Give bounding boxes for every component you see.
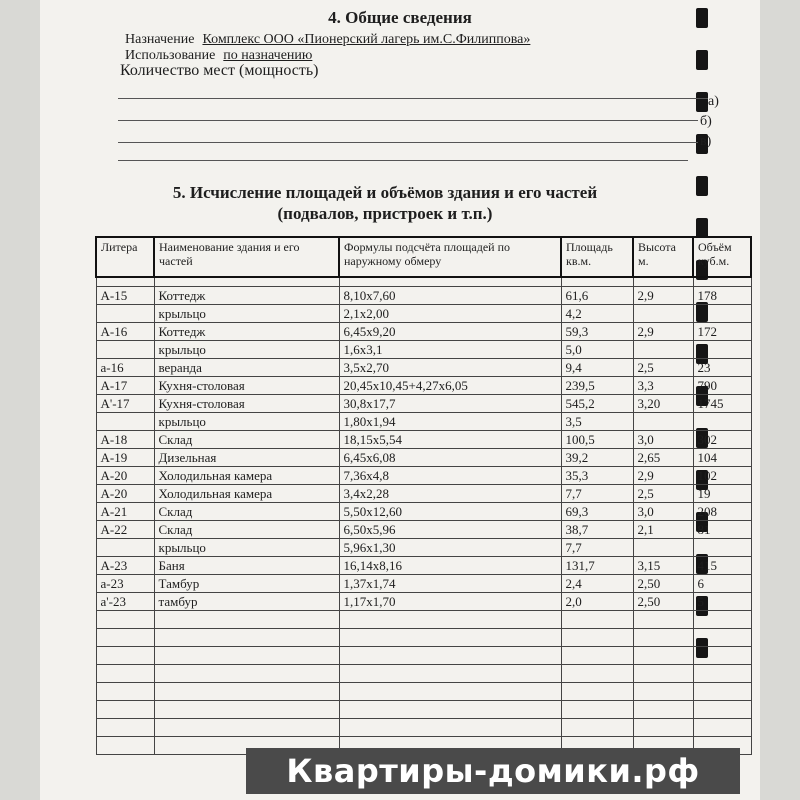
table-cell [96,629,154,647]
cell-litera: А'-17 [96,395,154,413]
table-row [96,431,751,449]
header-height: Высота м. [633,237,693,277]
table-cell [96,277,154,287]
cell-height [633,539,693,557]
table-row [96,539,751,557]
cell-formula: 7,36х4,8 [339,467,561,485]
purpose-value: Комплекс ООО «Пионерский лагерь им.С.Филиппова» [202,32,531,47]
cell-area: 3,5 [561,413,633,431]
cell-litera: а-16 [96,359,154,377]
cell-area: 7,7 [561,485,633,503]
cell-area: 4,2 [561,305,633,323]
table-cell [693,719,751,737]
cell-area: 9,4 [561,359,633,377]
cell-name: Склад [154,503,339,521]
cell-height: 2,5 [633,359,693,377]
cell-litera: А-23 [96,557,154,575]
cell-height: 3,15 [633,557,693,575]
table-body [96,277,751,755]
cell-formula: 3,4х2,28 [339,485,561,503]
table-cell [561,701,633,719]
table-cell [339,277,561,287]
cell-volume [693,341,751,359]
cell-formula: 1,17х1,70 [339,593,561,611]
table-cell [633,611,693,629]
table-cell [154,665,339,683]
table-cell [96,647,154,665]
cell-formula: 8,10х7,60 [339,287,561,305]
cell-area: 7,7 [561,539,633,557]
table-cell [693,629,751,647]
table-empty-row [96,701,751,719]
cell-area: 61,6 [561,287,633,305]
cell-area: 69,3 [561,503,633,521]
cell-litera [96,305,154,323]
table-cell [633,647,693,665]
table-row [96,557,751,575]
cell-volume [693,539,751,557]
cell-area: 2,0 [561,593,633,611]
table-cell [561,277,633,287]
cell-litera: а'-23 [96,593,154,611]
table-cell [339,683,561,701]
cell-height [633,413,693,431]
cell-name: Коттедж [154,323,339,341]
blank-line-a [118,98,708,99]
cell-name: веранда [154,359,339,377]
table-empty-row [96,647,751,665]
cell-area: 35,3 [561,467,633,485]
table-cell [561,719,633,737]
cell-formula: 20,45х10,45+4,27х6,05 [339,377,561,395]
cell-area: 39,2 [561,449,633,467]
cell-litera [96,539,154,557]
cell-name: Склад [154,521,339,539]
cell-name: крыльцо [154,539,339,557]
table-empty-row [96,683,751,701]
cell-name: крыльцо [154,341,339,359]
cell-height: 2,5 [633,485,693,503]
table-cell [96,737,154,755]
cell-name: Холодильная камера [154,467,339,485]
cell-volume: 19 [693,485,751,503]
blank-line-b-label: б) [700,114,712,129]
table-cell [561,665,633,683]
cell-formula: 18,15х5,54 [339,431,561,449]
section5-title [40,182,730,224]
header-area: Площадь кв.м. [561,237,633,277]
cell-formula: 30,8х17,7 [339,395,561,413]
binding-hole [696,50,708,70]
cell-area: 5,0 [561,341,633,359]
table-cell [96,611,154,629]
cell-volume: 1745 [693,395,751,413]
cell-volume: 178 [693,287,751,305]
table-cell [339,719,561,737]
table-row [96,323,751,341]
table-row [96,485,751,503]
cell-litera: А-22 [96,521,154,539]
cell-formula: 6,45х9,20 [339,323,561,341]
cell-volume: 6 [693,575,751,593]
table-cell [693,683,751,701]
cell-volume: 415 [693,557,751,575]
cell-name: Кухня-столовая [154,377,339,395]
table-cell [633,665,693,683]
usage-label: Использование [125,48,216,63]
table-cell [633,629,693,647]
table-row [96,593,751,611]
cell-formula: 1,80х1,94 [339,413,561,431]
section5-title-line2: (подвалов, пристроек и т.п.) [277,204,493,223]
table-cell [339,701,561,719]
table-cell [561,611,633,629]
cell-height [633,305,693,323]
cell-name: Склад [154,431,339,449]
cell-volume: 23 [693,359,751,377]
blank-line-c [118,142,698,143]
cell-volume [693,413,751,431]
blank-line-b [118,120,698,121]
table-cell [154,277,339,287]
cell-formula: 3,5х2,70 [339,359,561,377]
table-row [96,575,751,593]
cell-volume: 172 [693,323,751,341]
table-cell [633,701,693,719]
table-empty-row [96,719,751,737]
cell-height: 3,0 [633,503,693,521]
cell-name: Баня [154,557,339,575]
table-row [96,341,751,359]
table-row [96,359,751,377]
cell-area: 545,2 [561,395,633,413]
cell-litera [96,413,154,431]
cell-formula: 1,37х1,74 [339,575,561,593]
table-empty-row [96,665,751,683]
purpose-row [125,32,530,48]
cell-volume: 5 [693,593,751,611]
cell-volume: 208 [693,503,751,521]
cell-height: 2,50 [633,575,693,593]
table-row [96,449,751,467]
cell-height: 2,9 [633,467,693,485]
table-row [96,413,751,431]
cell-formula: 16,14х8,16 [339,557,561,575]
cell-formula: 6,45х6,08 [339,449,561,467]
table-spacer-row [96,277,751,287]
cell-litera: А-20 [96,485,154,503]
cell-litera: а-23 [96,575,154,593]
table-cell [339,665,561,683]
table-row [96,395,751,413]
cell-height: 2,50 [633,593,693,611]
cell-height: 2,9 [633,323,693,341]
blank-line-a-label: а) [708,94,719,109]
cell-name: Тамбур [154,575,339,593]
table-empty-row [96,611,751,629]
table-cell [633,719,693,737]
cell-volume: 102 [693,467,751,485]
table-row [96,377,751,395]
table-empty-row [96,629,751,647]
cell-litera: А-16 [96,323,154,341]
purpose-label: Назначение [125,32,195,47]
blank-line-c-label: в) [700,134,712,149]
table-cell [96,665,154,683]
table-cell [693,665,751,683]
cell-height: 2,1 [633,521,693,539]
table-cell [339,611,561,629]
table-cell [561,647,633,665]
header-litera: Литера [96,237,154,277]
cell-formula: 6,50х5,96 [339,521,561,539]
cell-name: Коттедж [154,287,339,305]
table-cell [154,611,339,629]
cell-height: 2,65 [633,449,693,467]
cell-volume: 302 [693,431,751,449]
cell-name: крыльцо [154,305,339,323]
watermark-banner: Квартиры-домики.рф [246,748,740,794]
cell-volume: 104 [693,449,751,467]
blank-line-d [118,160,688,161]
table-header-row [96,237,751,277]
table-row [96,305,751,323]
cell-height: 3,3 [633,377,693,395]
table-cell [96,701,154,719]
table-cell [339,647,561,665]
area-volume-table [95,236,752,755]
cell-name: крыльцо [154,413,339,431]
header-name: Наименование здания и его частей [154,237,339,277]
document-page [40,0,760,800]
section5-title-line1: 5. Исчисление площадей и объёмов здания и его частей [172,183,598,202]
cell-height: 3,0 [633,431,693,449]
cell-volume: 81 [693,521,751,539]
table-cell [96,719,154,737]
header-formula: Формулы подсчёта площадей по наружному обмеру [339,237,561,277]
cell-litera: А-20 [96,467,154,485]
table-row [96,503,751,521]
table-cell [693,701,751,719]
cell-litera: А-19 [96,449,154,467]
table-row [96,287,751,305]
binding-hole [696,92,708,112]
table-cell [633,277,693,287]
cell-name: Холодильная камера [154,485,339,503]
cell-volume: 790 [693,377,751,395]
cell-formula: 2,1х2,00 [339,305,561,323]
usage-value: по назначению [223,48,313,63]
table-cell [154,719,339,737]
cell-area: 59,3 [561,323,633,341]
table-cell [154,647,339,665]
table-cell [339,629,561,647]
table-cell [154,701,339,719]
table-cell [633,683,693,701]
cell-litera [96,341,154,359]
table-row [96,521,751,539]
cell-formula: 1,6х3,1 [339,341,561,359]
cell-area: 131,7 [561,557,633,575]
cell-litera: А-18 [96,431,154,449]
cell-formula: 5,96х1,30 [339,539,561,557]
cell-name: Кухня-столовая [154,395,339,413]
header-volume: Объём куб.м. [693,237,751,277]
cell-volume [693,305,751,323]
table-cell [693,611,751,629]
cell-formula: 5,50х12,60 [339,503,561,521]
table-cell [96,683,154,701]
capacity-label: Количество мест (мощность) [120,62,319,79]
cell-height [633,341,693,359]
table-cell [154,683,339,701]
table-cell [561,683,633,701]
section4-title: 4. Общие сведения [328,8,472,27]
cell-litera: А-15 [96,287,154,305]
table-row [96,467,751,485]
cell-area: 2,4 [561,575,633,593]
cell-name: тамбур [154,593,339,611]
cell-litera: А-21 [96,503,154,521]
cell-height: 2,9 [633,287,693,305]
cell-height: 3,20 [633,395,693,413]
table-cell [693,647,751,665]
cell-area: 239,5 [561,377,633,395]
cell-litera: А-17 [96,377,154,395]
table-cell [561,629,633,647]
cell-name: Дизельная [154,449,339,467]
cell-area: 38,7 [561,521,633,539]
table-cell [154,629,339,647]
table-cell [693,277,751,287]
cell-area: 100,5 [561,431,633,449]
